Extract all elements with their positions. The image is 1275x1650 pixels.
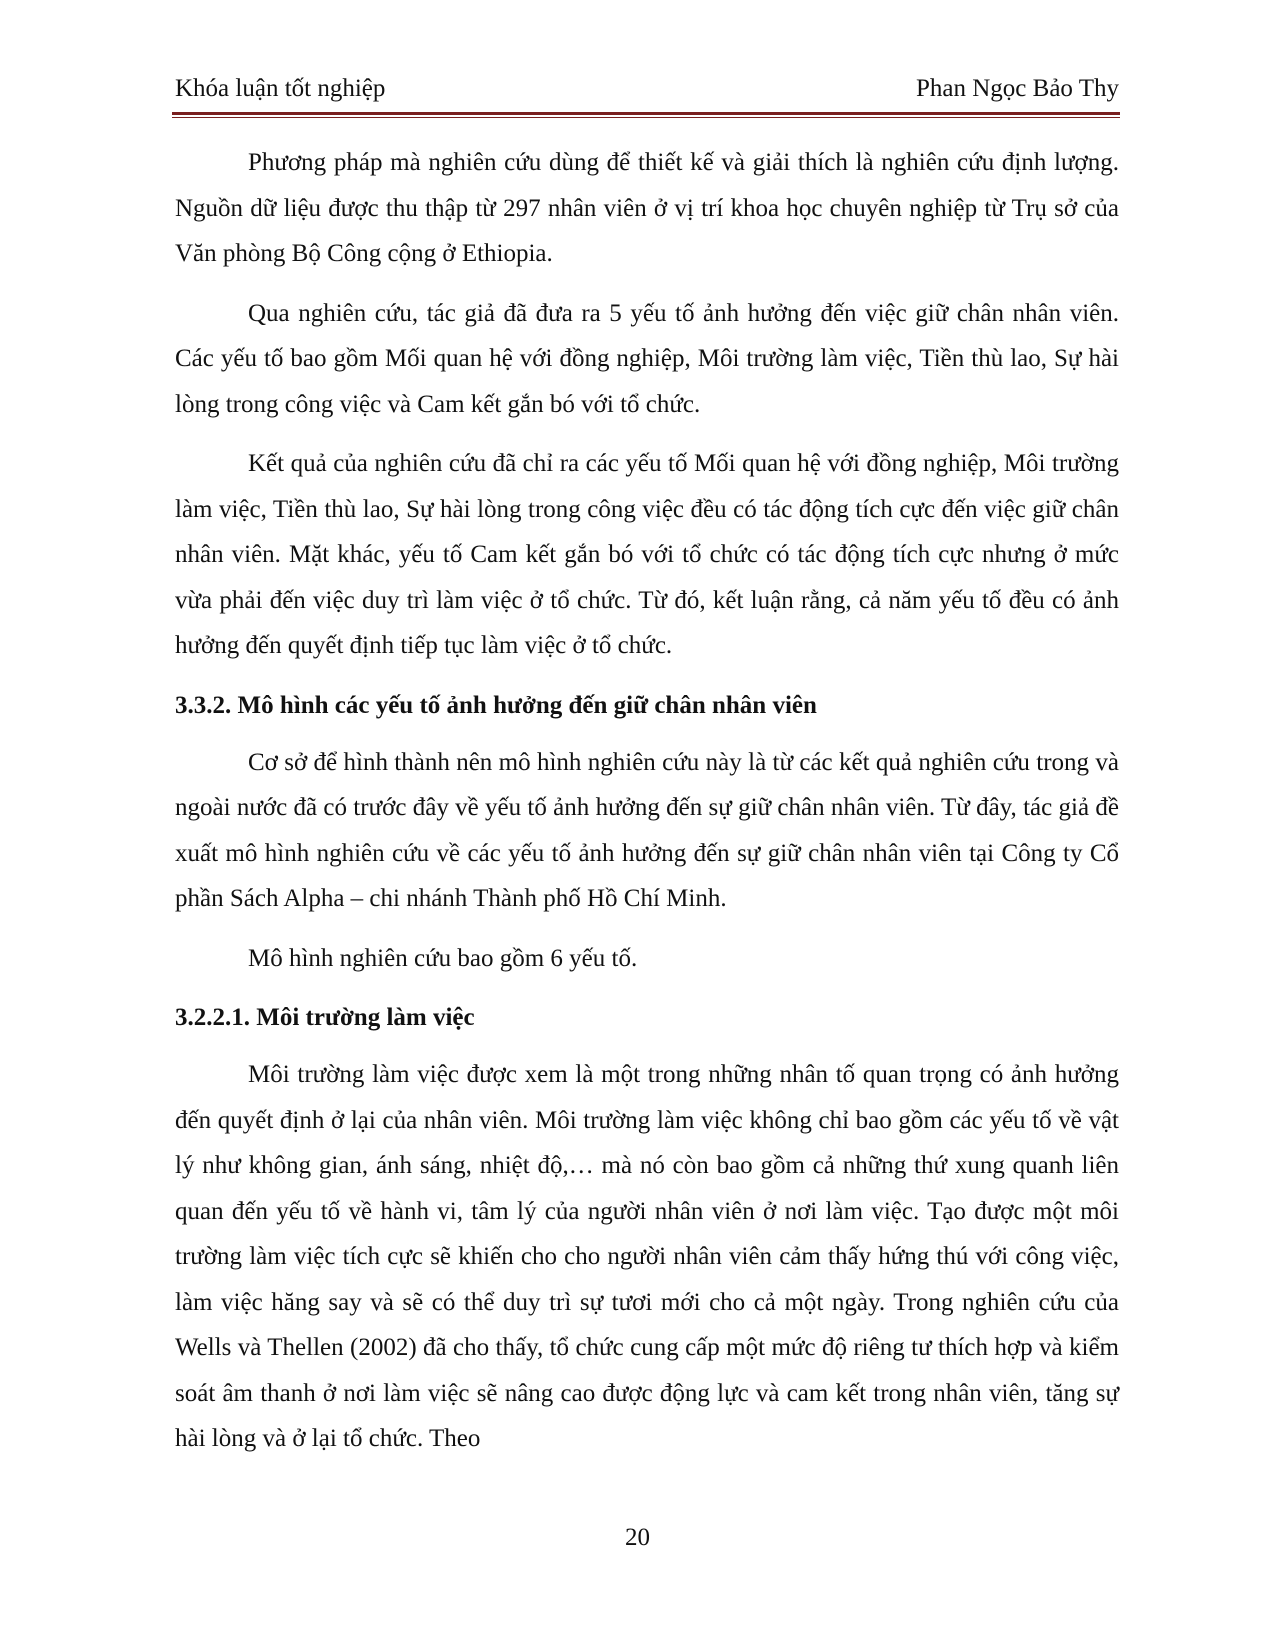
- paragraph-six-factors: Mô hình nghiên cứu bao gồm 6 yếu tố.: [248, 944, 638, 972]
- header-author-name: Phan Ngọc Bảo Thy: [916, 75, 1119, 102]
- section-heading-model: 3.3.2. Mô hình các yếu tố ảnh hưởng đến giữ chân nhân viên: [175, 691, 817, 719]
- header-rule-thin: [172, 117, 1120, 118]
- page-number: 20: [625, 1524, 650, 1551]
- paragraph-five-factors: Qua nghiên cứu, tác giả đã đưa ra 5 yếu tố ảnh hưởng đến việc giữ chân nhân viên. Các yếu tố bao gồm Mối quan hệ với đồng nghiệp, Môi trường làm việc, Tiền thù lao, Sự hài lòng trong công việc và Cam kết gắn bó với tổ chức.: [175, 299, 1119, 418]
- header-document-type: Khóa luận tốt nghiệp: [175, 75, 386, 102]
- paragraph-model-basis: Cơ sở để hình thành nên mô hình nghiên cứu này là từ các kết quả nghiên cứu trong và ngoài nước đã có trước đây về yếu tố ảnh hưởng đến sự giữ chân nhân viên. Từ đây, tác giả đề xuất mô hình nghiên cứu về các yếu tố ảnh hưởng đến sự giữ chân nhân viên tại Công ty Cổ phần Sách Alpha – chi nhánh Thành phố Hồ Chí Minh.: [175, 748, 1119, 912]
- subsection-heading-work-environment: 3.2.2.1. Môi trường làm việc: [175, 1004, 475, 1031]
- page-body: [175, 140, 1119, 1476]
- page-header: [175, 74, 1119, 104]
- paragraph-results: Kết quả của nghiên cứu đã chỉ ra các yếu tố Mối quan hệ với đồng nghiệp, Môi trường làm việc, Tiền thù lao, Sự hài lòng trong công việc đều có tác động tích cực đến việc giữ chân nhân viên. Mặt khác, yếu tố Cam kết gắn bó với tổ chức có tác động tích cực nhưng ở mức vừa phải đến việc duy trì làm việc ở tổ chức. Từ đó, kết luận rằng, cả năm yếu tố đều có ảnh hưởng đến quyết định tiếp tục làm việc ở tổ chức.: [175, 450, 1119, 659]
- header-rule-thick: [172, 112, 1120, 115]
- paragraph-method: Phương pháp mà nghiên cứu dùng để thiết kế và giải thích là nghiên cứu định lượng. Nguồn dữ liệu được thu thập từ 297 nhân viên ở vị trí khoa học chuyên nghiệp từ Trụ sở của Văn phòng Bộ Công cộng ở Ethiopia.: [175, 149, 1119, 267]
- paragraph-work-environment: Môi trường làm việc được xem là một trong những nhân tố quan trọng có ảnh hưởng đến quyết định ở lại của nhân viên. Môi trường làm việc không chỉ bao gồm các yếu tố về vật lý như không gian, ánh sáng, nhiệt độ,… mà nó còn bao gồm cả những thứ xung quanh liên quan đến yếu tố về hành vi, tâm lý của người nhân viên ở nơi làm việc. Tạo được một môi trường làm việc tích cực sẽ khiến cho cho người nhân viên cảm thấy hứng thú với công việc, làm việc hăng say và sẽ có thể duy trì sự tươi mới cho cả một ngày. Trong nghiên cứu của Wells và Thellen (2002) đã cho thấy, tổ chức cung cấp một mức độ riêng tư thích hợp và kiểm soát âm thanh ở nơi làm việc sẽ nâng cao được động lực và cam kết trong nhân viên, tăng sự hài lòng và ở lại tổ chức. Theo: [175, 1061, 1119, 1452]
